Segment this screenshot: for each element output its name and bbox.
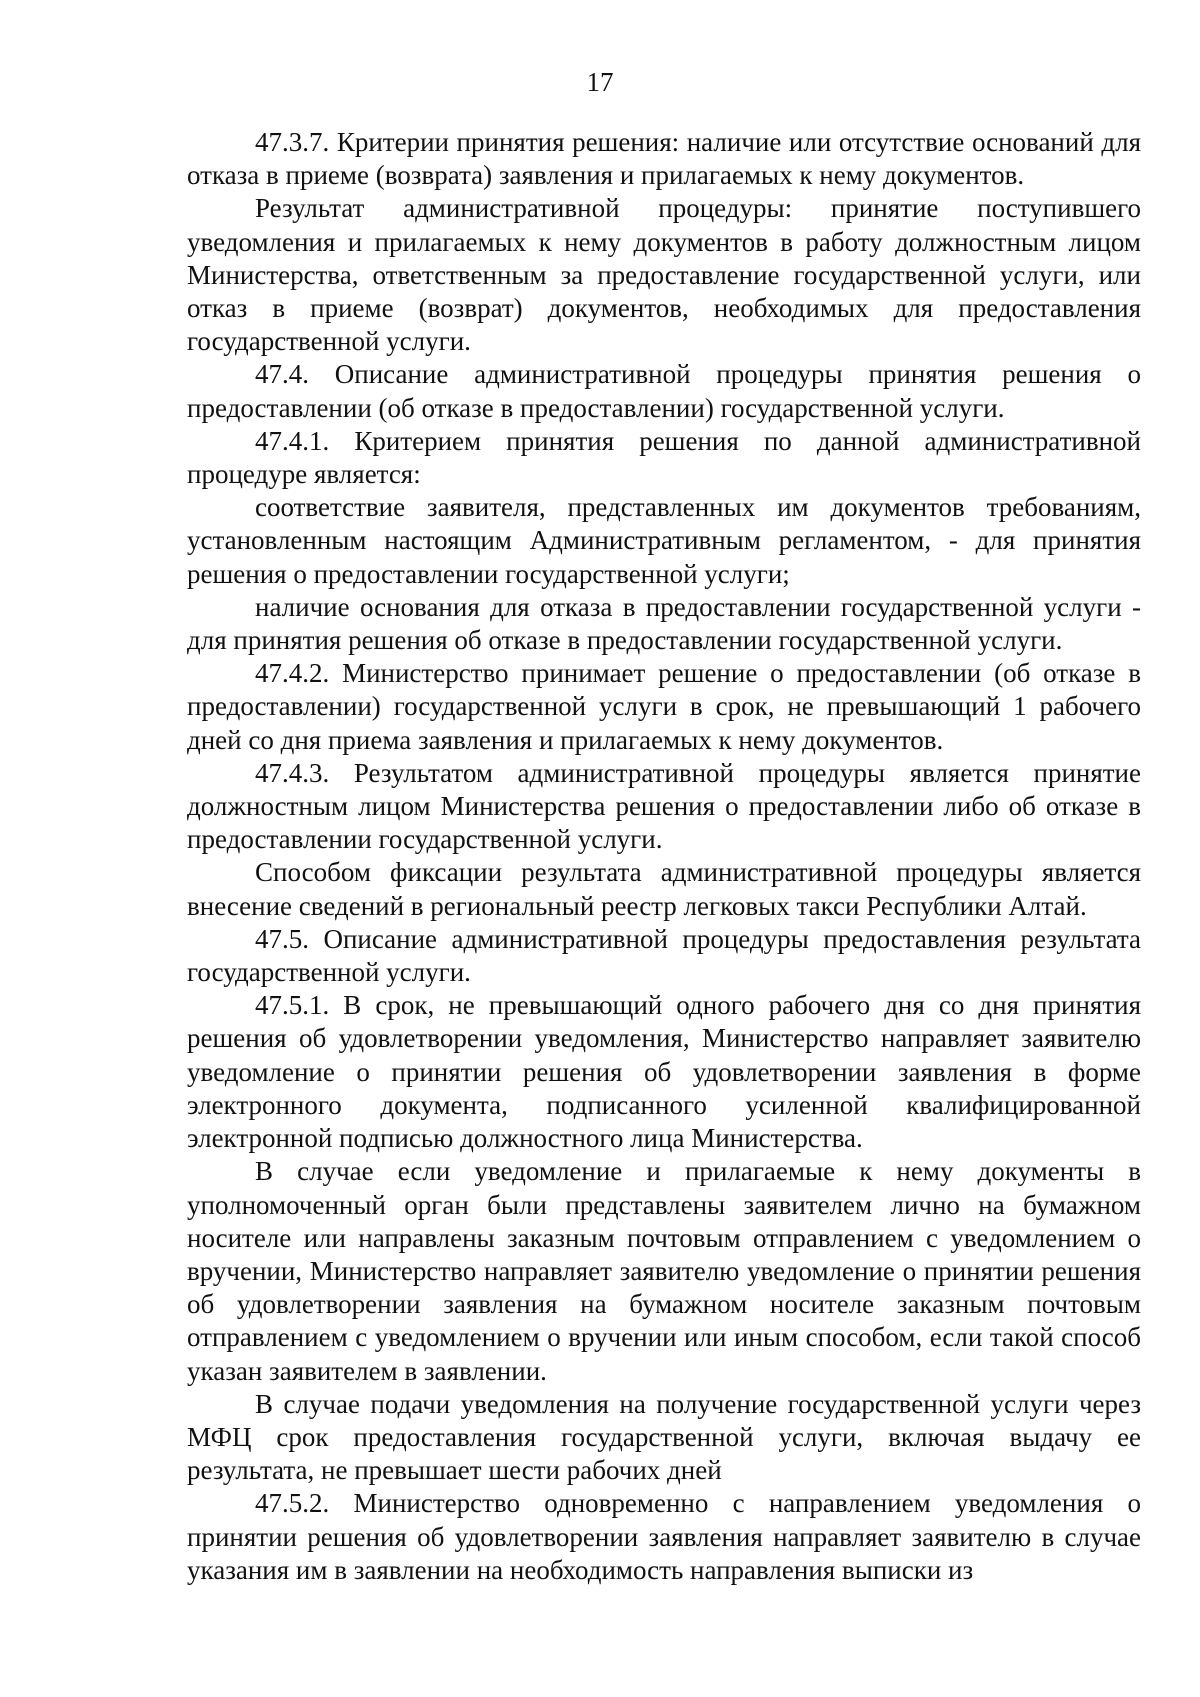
paragraph-47-3-7: 47.3.7. Критерии принятия решения: наличие или отсутствие оснований для отказа в приеме (возврата) заявления и прилагаемых к нему документов. <box>187 127 1141 191</box>
paragraph-47-4-3: 47.4.3. Результатом административной процедуры является принятие должностным лицом Министерства решения о предоставлении либо об отказе в предоставлении государственной услуги. <box>187 757 1141 855</box>
paragraph-47-4: 47.4. Описание административной процедуры принятия решения о предоставлении (об отказе в предоставлении) государственной услуги. <box>187 359 1141 423</box>
page-number: 17 <box>586 67 614 97</box>
paragraph-paper-delivery: В случае если уведомление и прилагаемые к нему документы в уполномоченный орган были представлены заявителем лично на бумажном носителе или направлены заказным почтовым отправлением с уведомлением о вручении, Министерство направляет заявителю уведомление о принятии решения об удовлетворении заявления на бумажном носителе заказным почтовым отправлением с уведомлением о вручении или иным способом, если такой способ указан заявителем в заявлении. <box>187 1156 1141 1386</box>
document-body <box>187 126 1141 1587</box>
paragraph-criterion-compliance: соответствие заявителя, представленных им документов требованиям, установленным настоящим Административным регламентом, - для принятия решения о предоставлении государственной услуги; <box>187 492 1141 589</box>
paragraph-procedure-result: Результат административной процедуры: принятие поступившего уведомления и прилагаемых к нему документов в работу должностным лицом Министерства, ответственным за предоставление государственной услуги, или отказ в приеме (возврат) документов, необходимых для предоставления государственной услуги. <box>187 193 1141 357</box>
paragraph-mfc-deadline: В случае подачи уведомления на получение государственной услуги через МФЦ срок предоставления государственной услуги, включая выдачу ее результата, не превышает шести рабочих дней <box>187 1388 1141 1486</box>
paragraph-47-4-2: 47.4.2. Министерство принимает решение о предоставлении (об отказе в предоставлении) государственной услуги в срок, не превышающий 1 рабочего дней со дня приема заявления и прилагаемых к нему документов. <box>187 658 1141 755</box>
paragraph-47-4-1: 47.4.1. Критерием принятия решения по данной административной процедуре является: <box>187 425 1141 490</box>
paragraph-47-5: 47.5. Описание административной процедуры предоставления результата государственной услуги. <box>187 923 1141 988</box>
paragraph-47-5-1: 47.5.1. В срок, не превышающий одного рабочего дня со дня принятия решения об удовлетворении уведомления, Министерство направляет заявителю уведомление о принятии решения об удовлетворении заявления в форме электронного документа, подписанного усиленной квалифицированной электронной подписью должностного лица Министерства. <box>187 990 1141 1154</box>
paragraph-fixation-method: Способом фиксации результата административной процедуры является внесение сведений в региональный реестр легковых такси Республики Алтай. <box>187 857 1141 921</box>
paragraph-criterion-refusal: наличие основания для отказа в предоставлении государственной услуги - для принятия решения об отказе в предоставлении государственной услуги. <box>187 591 1141 656</box>
paragraph-47-5-2: 47.5.2. Министерство одновременно с направлением уведомления о принятии решения об удовлетворении заявления направляет заявителю в случае указания им в заявлении на необходимость направления выписки из <box>187 1488 1141 1585</box>
